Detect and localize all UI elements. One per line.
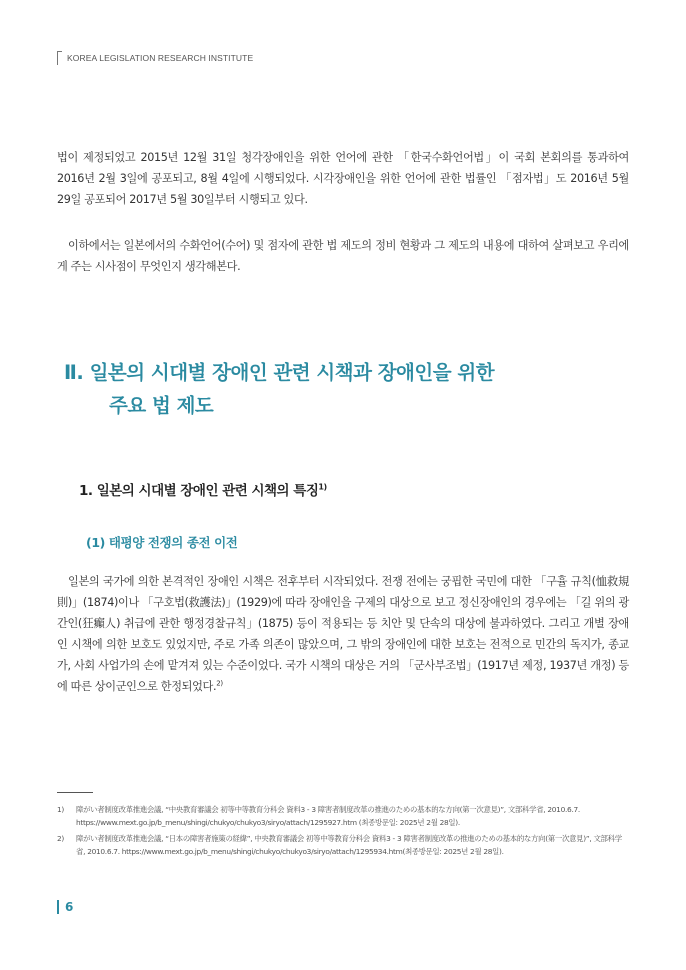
body-paragraph-3: 일본의 국가에 의한 본격적인 장애인 시책은 전후부터 시작되었다. 전쟁 전에는 궁핍한 국민에 대한 「구휼 규칙(恤救規則)」(1874)이나 「구호법(救護法)」(1929)에 따라 장애인을 구제의 대상으로 보고 정신장애인의 경우에는 「길 위의 광간인(狂癲人) 취급에 관한 행정경찰규칙」(1875) 등이 적용되는 등 치안 및 단속의 대상에 불과하였다. 그리고 개별 장애인 시책에 의한 보호도 있었지만, 주로 가족 의존이 많았으며, 그 밖의 장애인에 대한 보호는 전적으로 민간의 독지가, 종교가, 사회 사업가의 손에 맡겨져 있는 수준이었다. 국가 시책의 대상은 거의 「군사부조법」(1917년 제정, 1937년 개정) 등에 따른 상이군인으로 한정되었다.$^{2)}$ — [57, 575, 629, 693]
footnote-item — [57, 833, 629, 858]
subsubsection-title: (1) 태평양 전쟁의 종전 이전 — [86, 535, 238, 550]
footnotes — [57, 804, 629, 862]
subsection-title: 1. 일본의 시대별 장애인 관련 시책의 특징$^{1)}$ — [79, 482, 327, 499]
footnote-text: 障がい者制度改革推進会議, “中央教育審議会 初等中等教育分科会 資料3 - 3 障害者制度改革の推進のための基本的な方向(第一次意見)”, 文部科学省, 2010.6.7. https://www.mext.go.jp/b_menu/shingi/chukyo/chukyo3/siryo/attach/1295927.htm (최종방문일: 2025년 2월 28일). — [76, 805, 580, 827]
footnote-number: 2) — [57, 834, 64, 843]
body-paragraph-1: 법이 제정되었고 2015년 12월 31일 청각장애인을 위한 언어에 관한 「한국수화언어법」이 국회 본회의를 통과하여 2016년 2월 3일에 공포되고, 8월 4일에 시행되었다. 시각장애인을 위한 언어에 관한 법률인 「점자법」도 2016년 5월 29일 공포되어 2017년 5월 30일부터 시행되고 있다. — [57, 151, 629, 206]
footnote-number: 1) — [57, 805, 64, 814]
page-number — [57, 898, 73, 916]
page-number-text: 6 — [65, 900, 74, 914]
footnote-divider — [57, 792, 93, 793]
institute-name: KOREA LEGISLATION RESEARCH INSTITUTE — [67, 53, 254, 63]
footnote-item — [57, 804, 629, 829]
section-title — [64, 356, 624, 422]
running-header — [57, 50, 253, 66]
footnote-ref-1[interactable]: 1) — [318, 482, 327, 492]
header-bracket-mark — [57, 51, 62, 65]
section-number: Ⅱ. — [64, 361, 84, 384]
footnote-ref-2[interactable]: 2) — [216, 679, 223, 688]
footnote-text: 障がい者制度改革推進会議, “日本の障害者施策の経緯”, 中央教育審議会 初等中等教育分科会 資料3 - 3 障害者制度改革の推進のための基本的な方向(第一次意見)”, 文部科学省, 2010.6.7. https://www.mext.go.jp/b_menu/shingi/chukyo/chukyo3/siryo/attach/1295934.htm(최종방문일: 2025년 2월 28일). — [76, 834, 622, 856]
section-title-line1: 일본의 시대별 장애인 관련 시책과 장애인을 위한 — [89, 361, 495, 384]
body-paragraph-2: 이하에서는 일본에서의 수화언어(수어) 및 점자에 관한 법 제도의 정비 현황과 그 제도의 내용에 대하여 살펴보고 우리에게 주는 시사점이 무엇인지 생각해본다. — [57, 239, 629, 273]
page-number-bar — [57, 900, 59, 914]
section-title-line2: 주요 법 제도 — [109, 394, 214, 417]
